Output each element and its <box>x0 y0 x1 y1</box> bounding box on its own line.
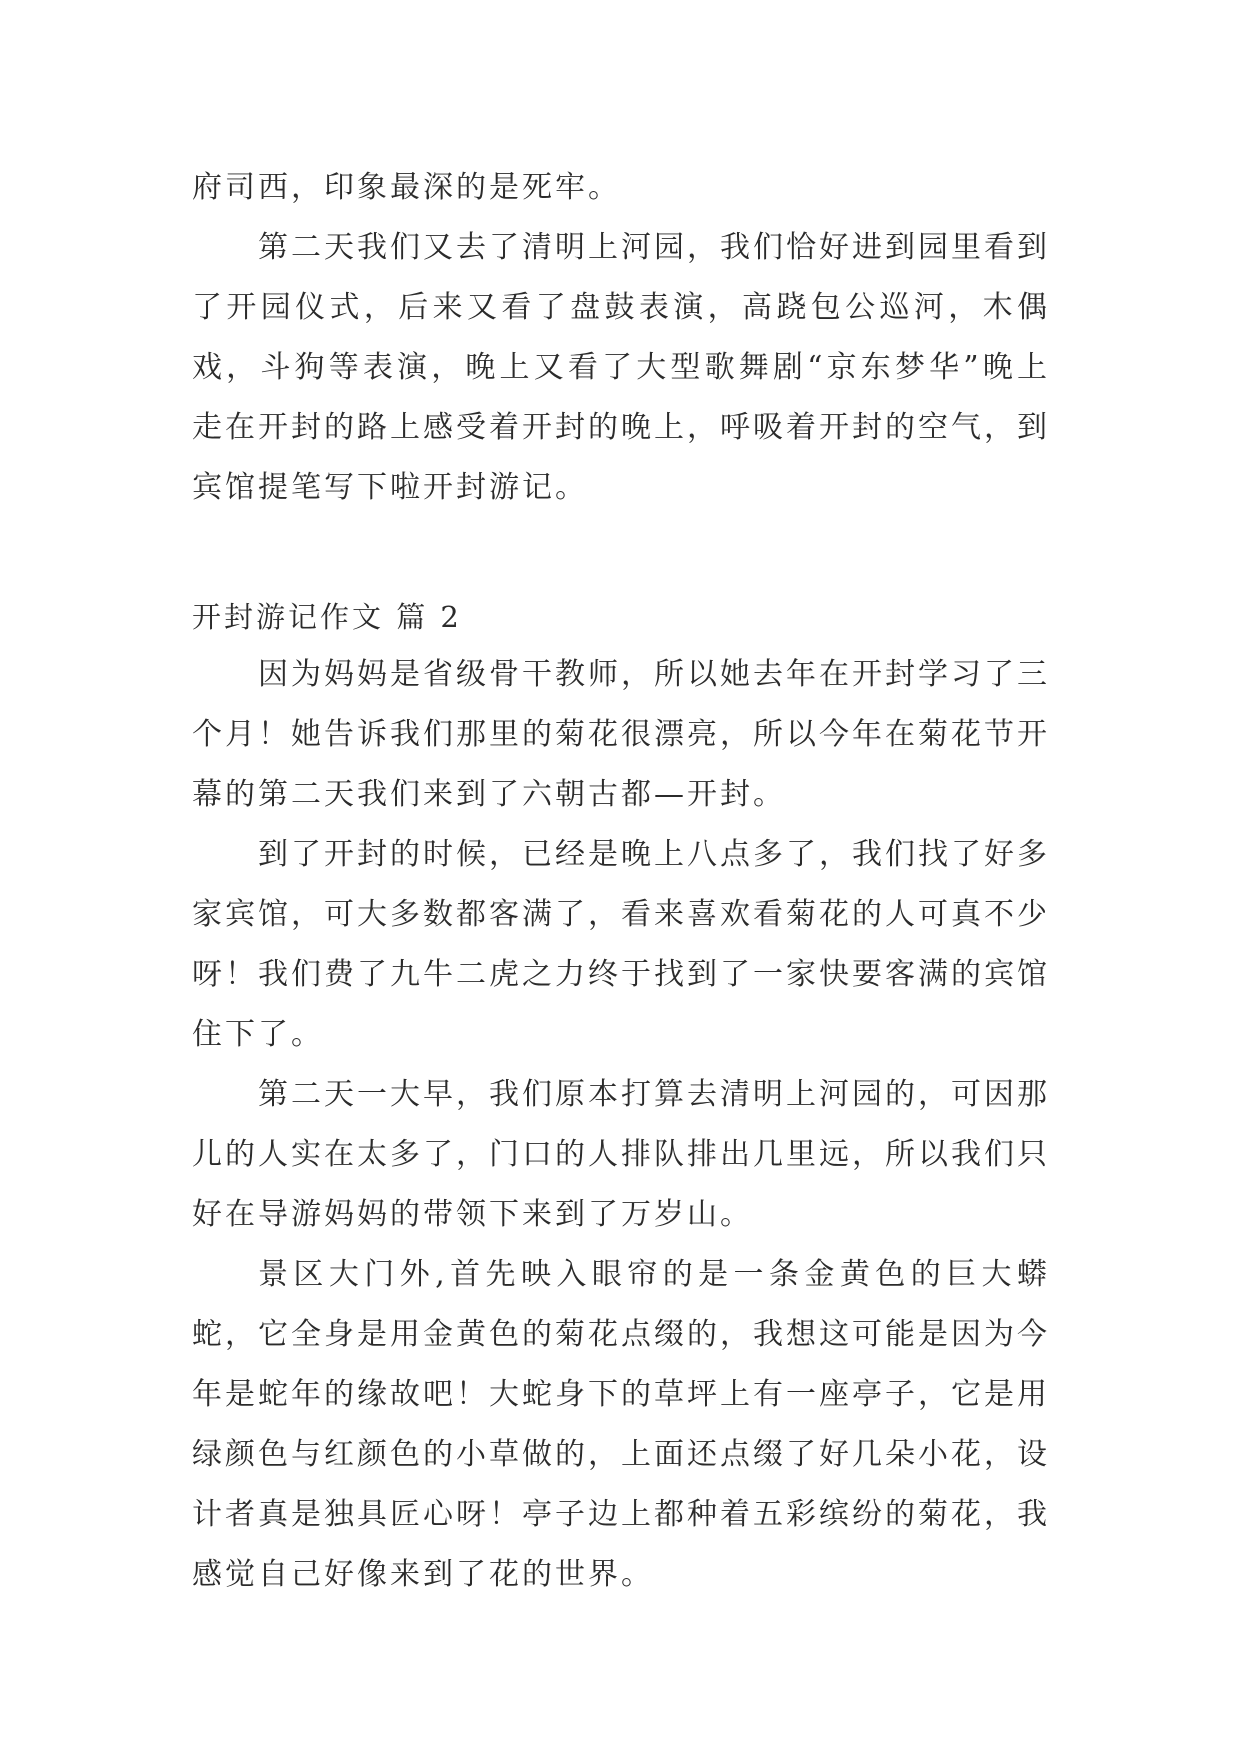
continued-paragraph: 府司西，印象最深的是死牢。 <box>192 170 621 205</box>
paragraph-second-day: 第二天我们又去了清明上河园，我们恰好进到园里看到了开园仪式，后来又看了盘鼓表演，高跷包公巡河，木偶戏，斗狗等表演，晚上又看了大型歌舞剧“京东梦华”晚上走在开封的路上感受着开封的晚上，呼吸着开封的空气，到宾馆提笔写下啦开封游记。 <box>192 230 1050 505</box>
paragraph-scenic-gate: 景区大门外,首先映入眼帘的是一条金黄色的巨大蟒蛇，它全身是用金黄色的菊花点缀的，我想这可能是因为今年是蛇年的缘故吧！大蛇身下的草坪上有一座亭子，它是用绿颜色与红颜色的小草做的，上面还点缀了好几朵小花，设计者真是独具匠心呀！亭子边上都种着五彩缤纷的菊花，我感觉自己好像来到了花的世界。 <box>192 1257 1050 1592</box>
document-body <box>192 158 1050 1605</box>
paragraph-mother-teacher: 因为妈妈是省级骨干教师，所以她去年在开封学习了三个月！她告诉我们那里的菊花很漂亮，所以今年在菊花节开幕的第二天我们来到了六朝古都—开封。 <box>192 657 1050 812</box>
paragraph-arrival-hotel: 到了开封的时候，已经是晚上八点多了，我们找了好多家宾馆，可大多数都客满了，看来喜欢看菊花的人可真不少呀！我们费了九牛二虎之力终于找到了一家快要客满的宾馆住下了。 <box>192 837 1050 1052</box>
paragraph-next-morning: 第二天一大早，我们原本打算去清明上河园的，可因那儿的人实在太多了，门口的人排队排出几里远，所以我们只好在导游妈妈的带领下来到了万岁山。 <box>192 1077 1050 1232</box>
section-heading: 开封游记作文 篇 2 <box>192 600 462 634</box>
